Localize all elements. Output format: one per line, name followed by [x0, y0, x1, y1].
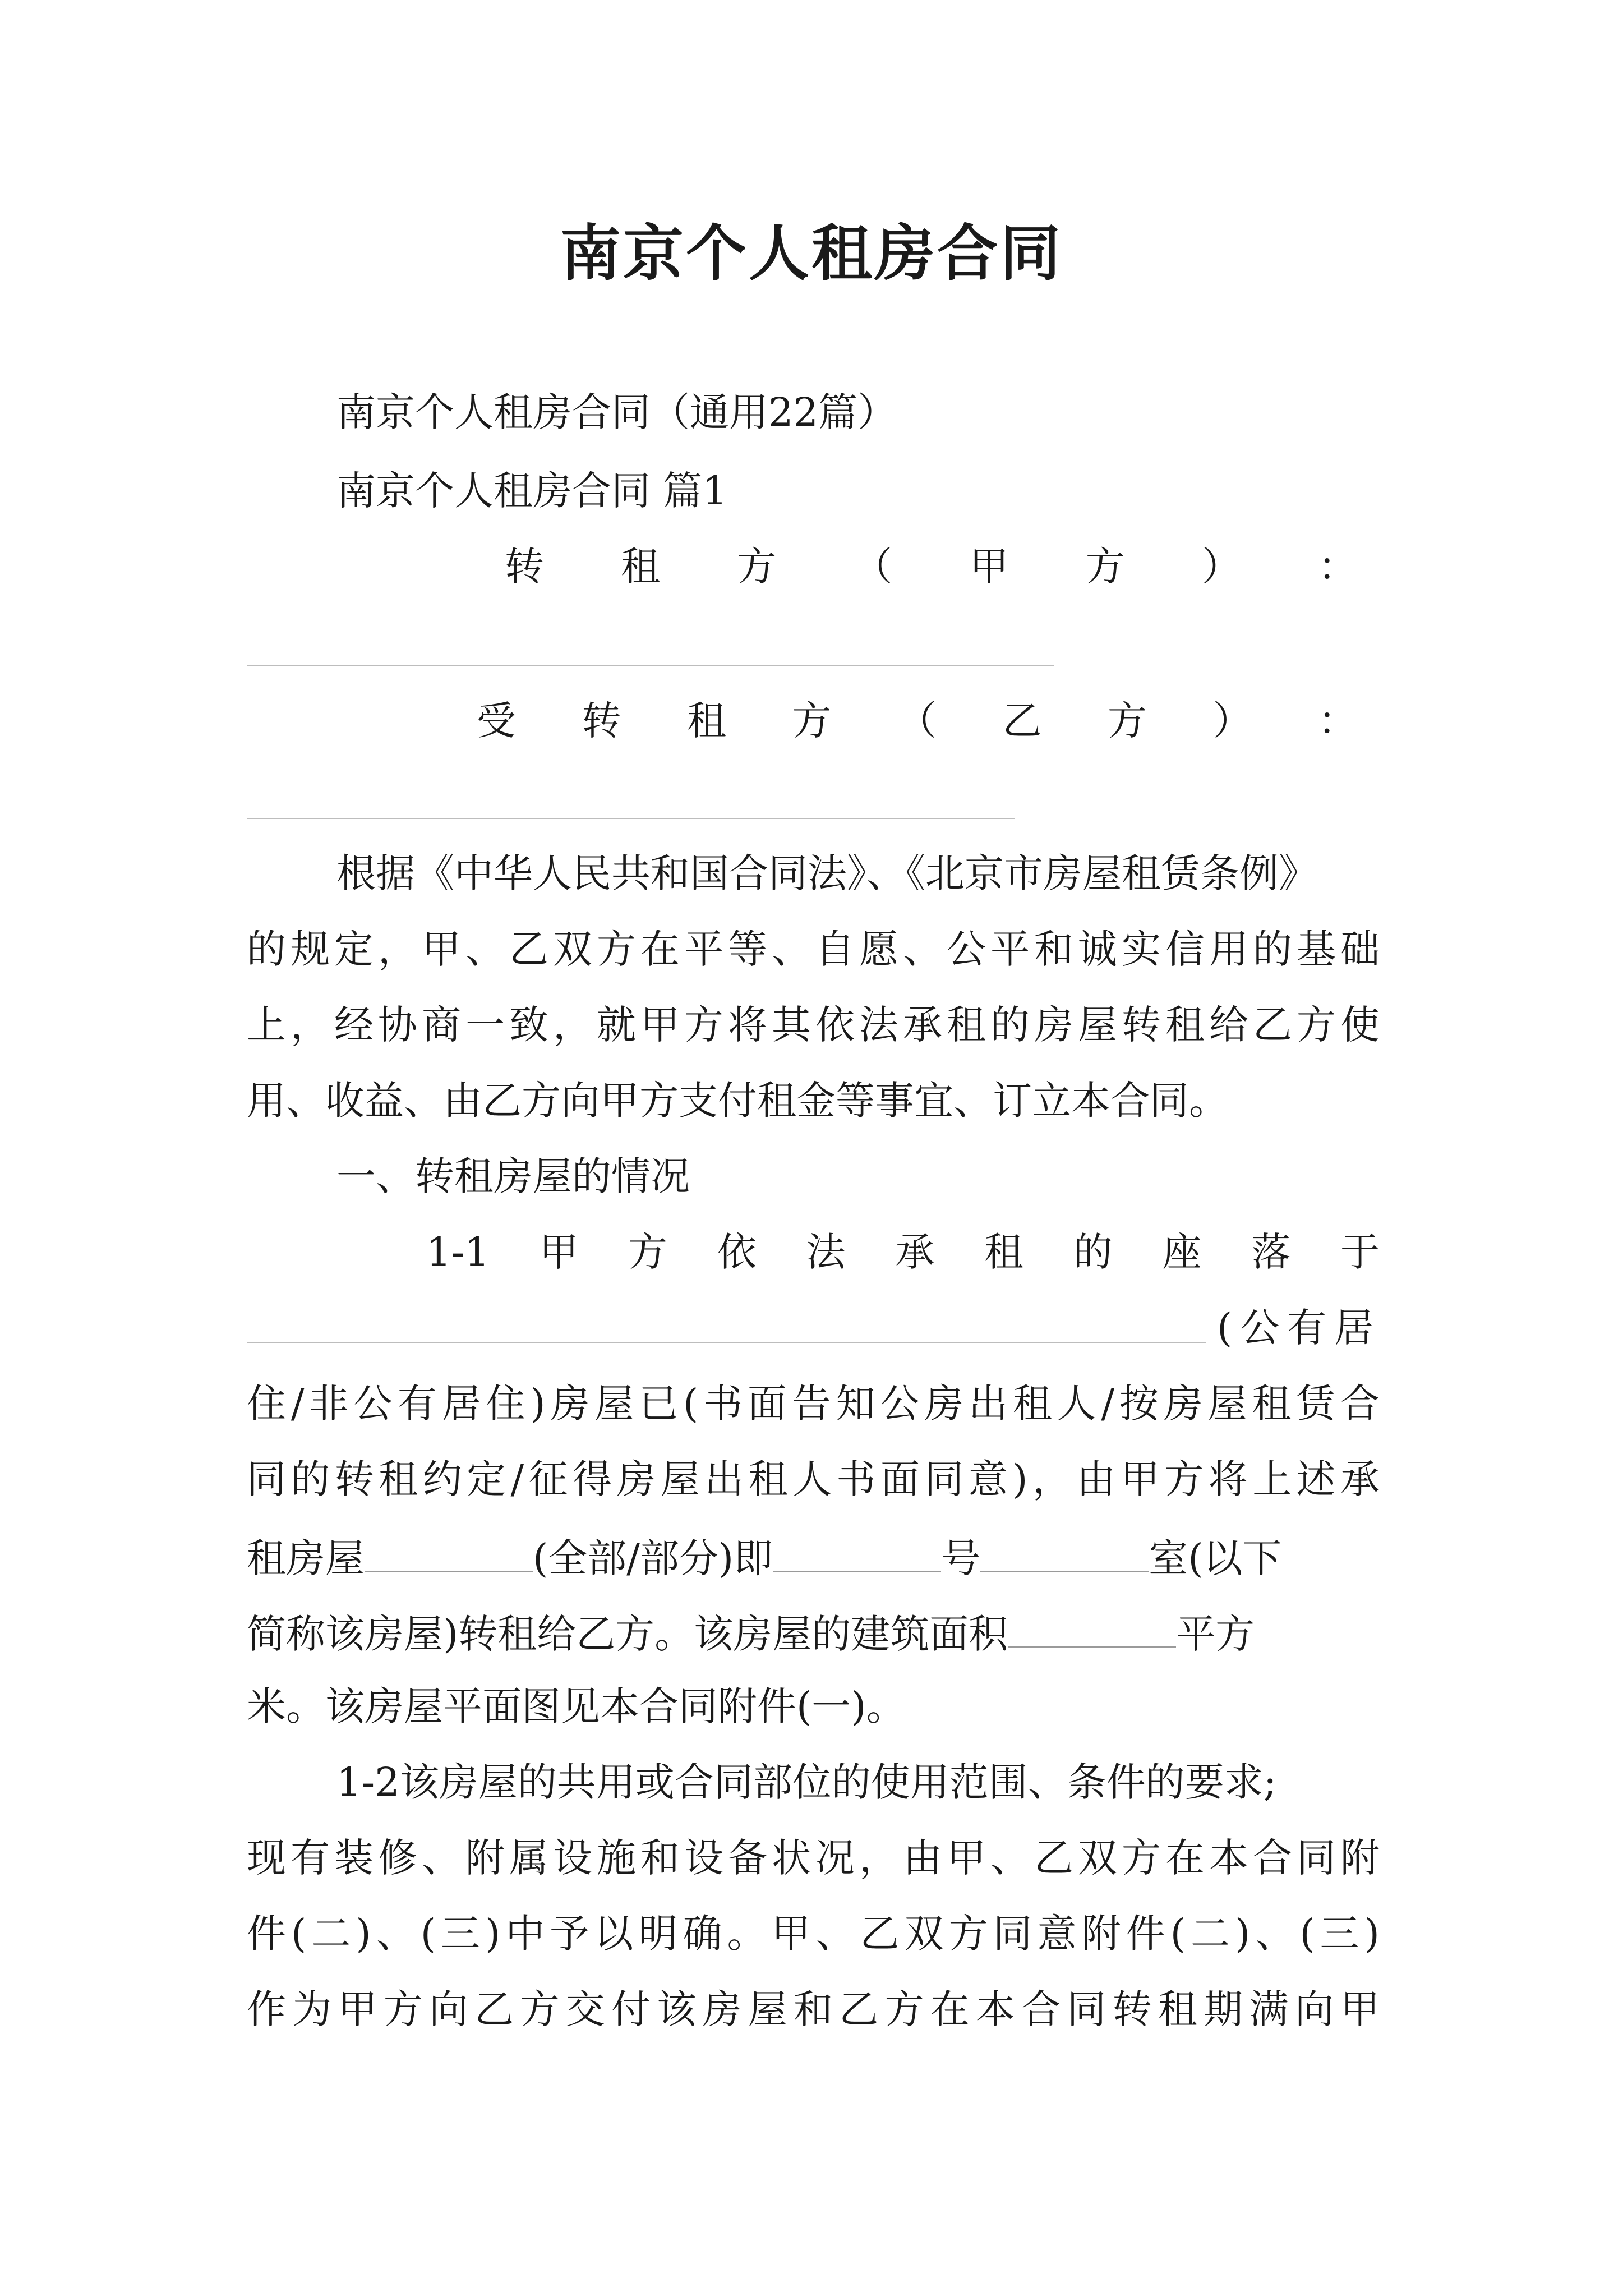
paragraph-line: 住/非公有居住)房屋已(书面告知公房出租人/按房屋租赁合 — [247, 1381, 1380, 1427]
fill-blank — [980, 1535, 1149, 1572]
spaced-character: 租 — [984, 1229, 1024, 1275]
clause-fill-line — [247, 1535, 1282, 1581]
fill-blank — [365, 1535, 533, 1572]
clause-fill-line — [247, 1611, 1255, 1657]
text-fragment: 号 — [941, 1535, 981, 1581]
paragraph-line: 作为甲方向乙方交付该房屋和乙方在本合同转租期满向甲 — [247, 1986, 1380, 2032]
spaced-character: 方 — [628, 1229, 668, 1275]
spaced-character: ） — [1212, 698, 1252, 744]
document-title: 南京个人租房合同 — [560, 218, 1063, 289]
paragraph-line: (公有居 — [1217, 1305, 1382, 1351]
paragraph-line: 1-2该房屋的共用或合同部位的使用范围、条件的要求; — [336, 1759, 1277, 1805]
spaced-character: ： — [1318, 698, 1357, 744]
spaced-character: 座 — [1162, 1229, 1202, 1275]
clause-1-1-line — [426, 1229, 1380, 1275]
party-a-label — [505, 544, 1357, 590]
spaced-character: 方 — [1085, 544, 1125, 590]
fill-blank — [773, 1535, 941, 1572]
paragraph-line: 用、收益、由乙方向甲方支付租金等事宜、订立本合同。 — [247, 1078, 1228, 1124]
paragraph-line: 的规定，甲、乙双方在平等、自愿、公平和诚实信用的基础 — [247, 926, 1380, 972]
spaced-character: 的 — [1073, 1229, 1113, 1275]
text-fragment: 简称该房屋)转租给乙方。该房屋的建筑面积 — [247, 1611, 1008, 1657]
spaced-character: 落 — [1251, 1229, 1291, 1275]
party-b-blank — [247, 818, 1015, 819]
fill-blank — [1008, 1611, 1176, 1648]
document-subtitle: 南京个人租房合同（通用22篇） — [336, 389, 897, 435]
paragraph-line: 现有装修、附属设施和设备状况，由甲、乙双方在本合同附 — [247, 1835, 1380, 1881]
spaced-character: 方 — [1108, 698, 1147, 744]
paragraph-line: 根据《中华人民共和国合同法》、《北京市房屋租赁条例》 — [336, 850, 1318, 896]
spaced-character: ） — [1201, 544, 1241, 590]
spaced-character: 于 — [1340, 1229, 1380, 1275]
spaced-character: 乙 — [1002, 698, 1042, 744]
spaced-character: ： — [1317, 544, 1357, 590]
text-fragment: (全部/部分)即 — [533, 1535, 773, 1581]
spaced-character: 租 — [687, 698, 726, 744]
section-one-heading: 一、转租房屋的情况 — [336, 1153, 690, 1199]
location-blank — [247, 1342, 1206, 1343]
paragraph-line: 件(二)、(三)中予以明确。甲、乙双方同意附件(二)、(三) — [247, 1911, 1380, 1957]
spaced-character: 承 — [895, 1229, 935, 1275]
party-b-label — [477, 698, 1357, 744]
spaced-character: 方 — [792, 698, 832, 744]
spaced-character: 受 — [477, 698, 516, 744]
spaced-character: （ — [897, 698, 937, 744]
spaced-character: （ — [853, 544, 893, 590]
spaced-character: 转 — [505, 544, 544, 590]
spaced-character: 甲 — [539, 1229, 579, 1275]
text-fragment: 租房屋 — [247, 1535, 365, 1581]
spaced-character: 方 — [737, 544, 777, 590]
party-a-blank — [247, 665, 1054, 666]
spaced-character: 依 — [717, 1229, 757, 1275]
paragraph-line: 同的转租约定/征得房屋出租人书面同意)，由甲方将上述承 — [247, 1456, 1380, 1502]
spaced-character: 法 — [806, 1229, 846, 1275]
spaced-character: 1-1 — [426, 1229, 490, 1275]
spaced-character: 租 — [621, 544, 661, 590]
spaced-character: 转 — [582, 698, 621, 744]
text-fragment: 平方 — [1176, 1611, 1255, 1657]
spaced-character: 甲 — [969, 544, 1009, 590]
text-fragment: 室(以下 — [1149, 1535, 1282, 1581]
paragraph-line: 上，经协商一致，就甲方将其依法承租的房屋转租给乙方使 — [247, 1002, 1380, 1048]
section-heading: 南京个人租房合同 篇1 — [336, 468, 727, 514]
paragraph-line: 米。该房屋平面图见本合同附件(一)。 — [247, 1683, 906, 1729]
